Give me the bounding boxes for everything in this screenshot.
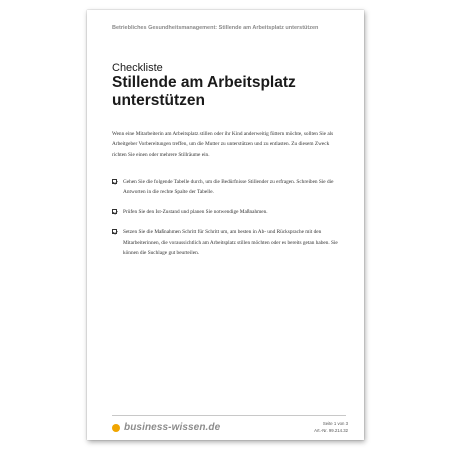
intro-paragraph: Wenn eine Mitarbeiterin am Arbeitsplatz stillen oder ihr Kind anderweitig füttern möchte, sollten Sie als Arbeitgeber Vorbereitungen treffen, um die Mutter zu unterstützen und zu entlasten. Zu diesem Zweck richten Sie einen oder mehrere Stillräume ein. bbox=[112, 131, 334, 158]
footer-divider bbox=[112, 415, 346, 416]
logo-text: business-wissen.de bbox=[124, 422, 221, 433]
checklist-item-text: Setzen Sie die Maßnahmen Schritt für Schritt um, am besten in Ab- und Rücksprache mit den Mitarbeiterinnen, die voraussichtlich am Arbeitsplatz stillen möchten oder es bereits getan haben. Sie können die Suchlage gut beurteilen. bbox=[123, 229, 338, 257]
checklist-item-text: Prüfen Sie den Ist-Zustand und planen Sie notwendige Maßnahmen. bbox=[123, 208, 268, 215]
checklist-item-text: Gehen Sie die folgende Tabelle durch, um die Bedürfnisse Stillender zu erfragen. Schreiben Sie die Antworten in die rechte Spalte der Tabelle. bbox=[123, 179, 334, 196]
checked-box-icon bbox=[112, 179, 117, 184]
article-number: Art.-Nr. 99.214.32 bbox=[314, 427, 348, 433]
checklist-item bbox=[112, 227, 344, 258]
footer-meta bbox=[314, 421, 348, 434]
checked-box-icon bbox=[112, 209, 117, 214]
running-header: Betriebliches Gesundheitsmanagement: Stillende am Arbeitsplatz unterstützen bbox=[112, 25, 319, 31]
document-title: Stillende am Arbeitsplatz unterstützen bbox=[112, 74, 296, 109]
document-kicker: Checkliste bbox=[112, 62, 163, 74]
logo-dot-icon bbox=[112, 424, 120, 432]
document-page bbox=[87, 10, 364, 440]
page-number: Seite 1 von 3 bbox=[322, 421, 348, 426]
checklist-item bbox=[112, 207, 344, 217]
checklist-item bbox=[112, 177, 344, 198]
checked-box-icon bbox=[112, 229, 117, 234]
checklist bbox=[112, 177, 344, 267]
business-wissen-logo bbox=[112, 422, 220, 433]
